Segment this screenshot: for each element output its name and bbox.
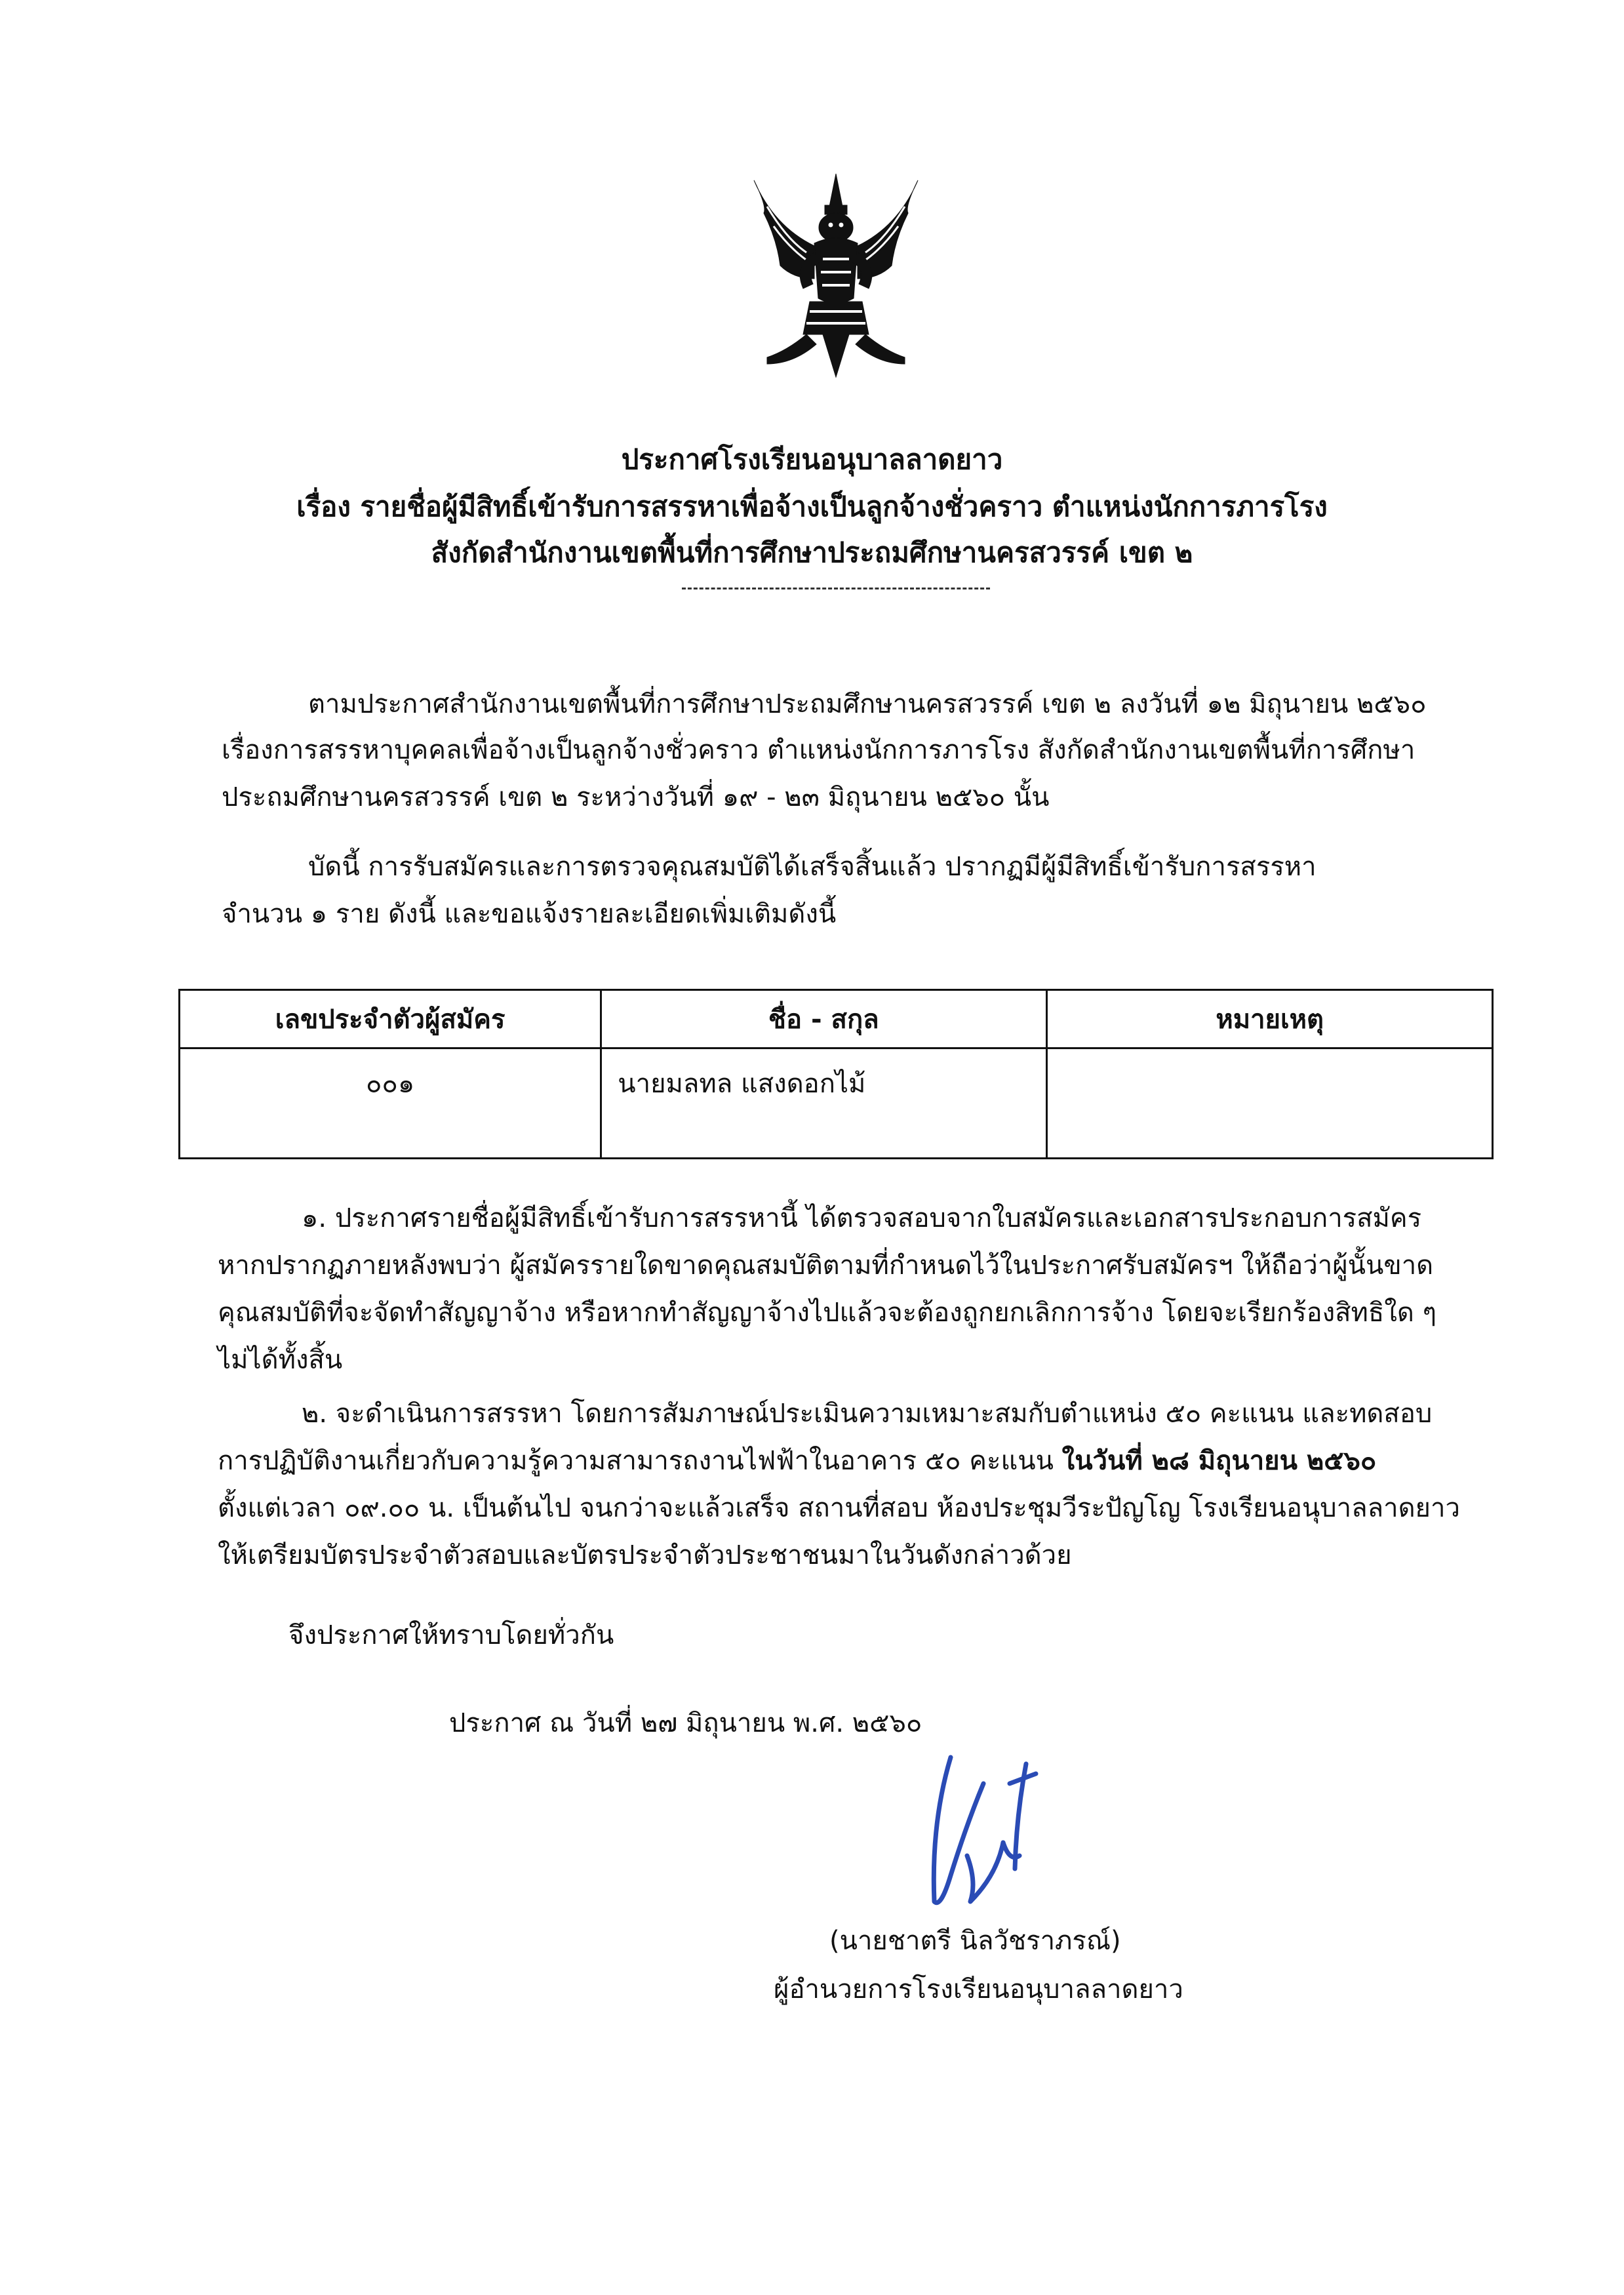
table-header-row [180,990,1493,1048]
item1-line-4: ไม่ได้ทั้งสิ้น [218,1345,343,1375]
applicant-id-cell: ๐๐๑ [180,1048,601,1159]
intro-line-2: เรื่องการสรรหาบุคคลเพื่อจ้างเป็นลูกจ้างชั่วคราว ตำแหน่งนักการภารโรง สังกัดสำนักงานเขตพื้นที่การศึกษา [222,735,1416,765]
intro-line-1: ตามประกาศสำนักงานเขตพื้นที่การศึกษาประถมศึกษานครสวรรค์ เขต ๒ ลงวันที่ ๑๒ มิถุนายน ๒๕๖๐ [308,689,1427,719]
announcement-subject: เรื่อง รายชื่อผู้มีสิทธิ์เข้ารับการสรรหาเพื่อจ้างเป็นลูกจ้างชั่วคราว ตำแหน่งนักการภารโรง [296,490,1328,523]
signatory-name: (นายชาตรี นิลวัชราภรณ์) [829,1926,1121,1956]
item1-line-2: หากปรากฏภายหลังพบว่า ผู้สมัครรายใดขาดคุณสมบัติตามที่กำหนดไว้ในประกาศรับสมัครฯ ให้ถือว่าผู้นั้นขาด [218,1250,1434,1281]
announcement-title: ประกาศโรงเรียนอนุบาลลาดยาว [621,443,1003,475]
announcement-date: ประกาศ ณ วันที่ ๒๗ มิถุนายน พ.ศ. ๒๕๖๐ [449,1708,922,1738]
column-header-note: หมายเหตุ [1047,990,1493,1048]
handwritten-signature [905,1744,1056,1921]
table-row [180,1048,1493,1159]
announcement-affiliation: สังกัดสำนักงานเขตพื้นที่การศึกษาประถมศึกษานครสวรรค์ เขต ๒ [431,536,1193,569]
column-header-name: ชื่อ - สกุล [601,990,1047,1048]
status-line-2: จำนวน ๑ ราย ดังนี้ และขอแจ้งรายละเอียดเพิ่มเติมดังนี้ [222,899,837,929]
applicant-note-cell [1047,1048,1493,1159]
signatory-position: ผู้อำนวยการโรงเรียนอนุบาลลาดยาว [774,1974,1183,2005]
item2-line-2 [218,1440,1376,1482]
item1-line-1: ๑. ประกาศรายชื่อผู้มีสิทธิ์เข้ารับการสรรหานี้ ได้ตรวจสอบจากใบสมัครและเอกสารประกอบการสมัคร [302,1203,1422,1233]
applicant-table [178,989,1494,1159]
item2-line-3: ตั้งแต่เวลา ๐๙.๐๐ น. เป็นต้นไป จนกว่าจะแล้วเสร็จ สถานที่สอบ ห้องประชุมวีระปัญโญ โรงเรียนอนุบาลลาดยาว [218,1493,1460,1523]
exam-date-emphasis: ในวันที่ ๒๘ มิถุนายน ๒๕๖๐ [1061,1446,1377,1476]
item2-line-4: ให้เตรียมบัตรประจำตัวสอบและบัตรประจำตัวประชาชนมาในวันดังกล่าวด้วย [218,1540,1072,1570]
column-header-applicant-id: เลขประจำตัวผู้สมัคร [180,990,601,1048]
title-divider [682,588,990,589]
closing-statement: จึงประกาศให้ทราบโดยทั่วกัน [288,1620,614,1650]
item2-line-1: ๒. จะดำเนินการสรรหา โดยการสัมภาษณ์ประเมินความเหมาะสมกับตำแหน่ง ๕๐ คะแนน และทดสอบ [302,1399,1433,1429]
status-line-1: บัดนี้ การรับสมัครและการตรวจคุณสมบัติได้เสร็จสิ้นแล้ว ปรากฏมีผู้มีสิทธิ์เข้ารับการสรรหา [308,852,1317,882]
applicant-name-cell: นายมลทล แสงดอกไม้ [601,1048,1047,1159]
garuda-emblem-icon [741,167,931,384]
intro-line-3: ประถมศึกษานครสวรรค์ เขต ๒ ระหว่างวันที่ ๑๙ - ๒๓ มิถุนายน ๒๕๖๐ นั้น [222,782,1050,812]
item2-line-2-text: การปฏิบัติงานเกี่ยวกับความรู้ความสามารถงานไฟฟ้าในอาคาร ๕๐ คะแนน [218,1446,1062,1476]
item1-line-3: คุณสมบัติที่จะจัดทำสัญญาจ้าง หรือหากทำสัญญาจ้างไปแล้วจะต้องถูกยกเลิกการจ้าง โดยจะเรียกร้องสิทธิใด ๆ [218,1298,1437,1328]
